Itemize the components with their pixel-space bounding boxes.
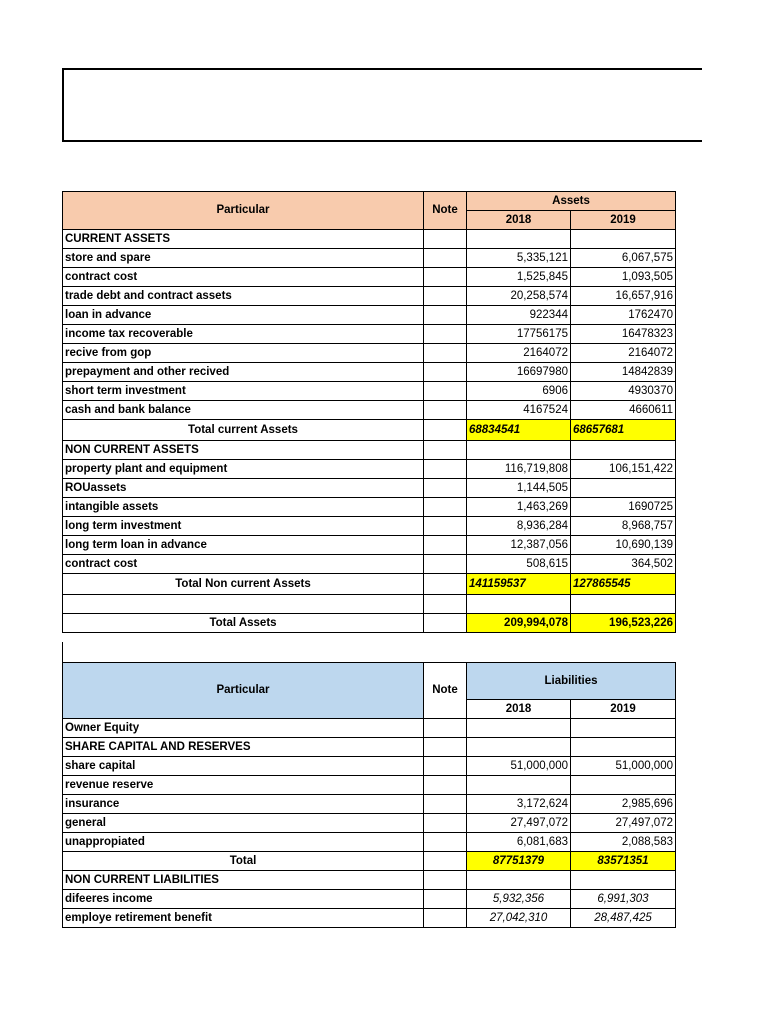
row-value-2018: 12,387,056 bbox=[467, 536, 571, 555]
total-assets-row bbox=[63, 614, 676, 633]
non-current-liabilities-title: NON CURRENT LIABILITIES bbox=[63, 871, 424, 890]
row-value-2019: 1,093,505 bbox=[571, 268, 676, 287]
total-current-assets-2018: 68834541 bbox=[467, 420, 571, 441]
row-label: contract cost bbox=[63, 268, 424, 287]
row-value-2019: 16,657,916 bbox=[571, 287, 676, 306]
row-label: long term loan in advance bbox=[63, 536, 424, 555]
total-non-current-assets-row bbox=[63, 574, 676, 595]
row-label: long term investment bbox=[63, 517, 424, 536]
total-current-assets-2019: 68657681 bbox=[571, 420, 676, 441]
row-value-2019: 4660611 bbox=[571, 401, 676, 420]
report-title-box bbox=[62, 68, 702, 142]
total-assets-2018: 209,994,078 bbox=[467, 614, 571, 633]
row-value-2018: 116,719,808 bbox=[467, 460, 571, 479]
total-non-current-assets-2018: 141159537 bbox=[467, 574, 571, 595]
row-value-2018: 1,144,505 bbox=[467, 479, 571, 498]
table-row bbox=[63, 795, 676, 814]
assets-table bbox=[62, 191, 676, 633]
row-label: prepayment and other recived bbox=[63, 363, 424, 382]
table-row bbox=[63, 757, 676, 776]
table-row bbox=[63, 498, 676, 517]
row-label: short term investment bbox=[63, 382, 424, 401]
row-label: recive from gop bbox=[63, 344, 424, 363]
row-label: revenue reserve bbox=[63, 776, 424, 795]
divider-left bbox=[62, 642, 63, 662]
row-label: intangible assets bbox=[63, 498, 424, 517]
row-value-2019: 28,487,425 bbox=[571, 909, 676, 928]
row-label: general bbox=[63, 814, 424, 833]
row-value-2019: 106,151,422 bbox=[571, 460, 676, 479]
table-row bbox=[63, 306, 676, 325]
current-assets-title: CURRENT ASSETS bbox=[63, 230, 424, 249]
row-value-2018: 17756175 bbox=[467, 325, 571, 344]
row-value-2018 bbox=[467, 776, 571, 795]
row-value-2019: 6,067,575 bbox=[571, 249, 676, 268]
row-value-2019: 10,690,139 bbox=[571, 536, 676, 555]
liabilities-year-2018-header: 2018 bbox=[467, 700, 571, 719]
assets-note-header: Note bbox=[424, 192, 467, 230]
row-value-2018: 20,258,574 bbox=[467, 287, 571, 306]
total-assets-2019: 196,523,226 bbox=[571, 614, 676, 633]
liabilities-year-2019-header: 2019 bbox=[571, 700, 676, 719]
row-label: store and spare bbox=[63, 249, 424, 268]
row-value-2018: 2164072 bbox=[467, 344, 571, 363]
liabilities-table bbox=[62, 662, 676, 928]
row-label: trade debt and contract assets bbox=[63, 287, 424, 306]
row-label: employe retirement benefit bbox=[63, 909, 424, 928]
table-row bbox=[63, 382, 676, 401]
row-value-2019: 364,502 bbox=[571, 555, 676, 574]
row-value-2019: 51,000,000 bbox=[571, 757, 676, 776]
table-row bbox=[63, 287, 676, 306]
total-current-assets-row bbox=[63, 420, 676, 441]
row-label: cash and bank balance bbox=[63, 401, 424, 420]
owner-equity-title: Owner Equity bbox=[63, 719, 424, 738]
row-label: loan in advance bbox=[63, 306, 424, 325]
row-label: ROUassets bbox=[63, 479, 424, 498]
table-row bbox=[63, 536, 676, 555]
liabilities-particular-header: Particular bbox=[63, 663, 424, 719]
row-value-2018: 51,000,000 bbox=[467, 757, 571, 776]
row-value-2019: 8,968,757 bbox=[571, 517, 676, 536]
row-label: contract cost bbox=[63, 555, 424, 574]
row-value-2019: 1690725 bbox=[571, 498, 676, 517]
row-value-2018: 16697980 bbox=[467, 363, 571, 382]
row-value-2018: 6,081,683 bbox=[467, 833, 571, 852]
row-value-2019: 2,088,583 bbox=[571, 833, 676, 852]
liabilities-note-header: Note bbox=[424, 663, 467, 719]
non-current-assets-title: NON CURRENT ASSETS bbox=[63, 441, 424, 460]
row-value-2018: 5,335,121 bbox=[467, 249, 571, 268]
assets-particular-header: Particular bbox=[63, 192, 424, 230]
table-row bbox=[63, 833, 676, 852]
table-row bbox=[63, 460, 676, 479]
row-label: share capital bbox=[63, 757, 424, 776]
total-current-assets-label: Total current Assets bbox=[63, 420, 424, 441]
equity-total-label: Total bbox=[63, 852, 424, 871]
table-row bbox=[63, 555, 676, 574]
table-row bbox=[63, 401, 676, 420]
row-value-2019 bbox=[571, 776, 676, 795]
row-value-2018: 8,936,284 bbox=[467, 517, 571, 536]
row-value-2019 bbox=[571, 479, 676, 498]
row-value-2018: 922344 bbox=[467, 306, 571, 325]
table-row bbox=[63, 325, 676, 344]
row-value-2019: 4930370 bbox=[571, 382, 676, 401]
row-label: income tax recoverable bbox=[63, 325, 424, 344]
row-value-2018: 4167524 bbox=[467, 401, 571, 420]
row-value-2018: 5,932,356 bbox=[467, 890, 571, 909]
row-label: unappropiated bbox=[63, 833, 424, 852]
table-row bbox=[63, 363, 676, 382]
row-value-2018: 27,042,310 bbox=[467, 909, 571, 928]
table-row bbox=[63, 268, 676, 287]
assets-group-header: Assets bbox=[467, 192, 676, 211]
liabilities-group-header: Liabilities bbox=[467, 663, 676, 700]
table-row bbox=[63, 814, 676, 833]
total-non-current-assets-2019: 127865545 bbox=[571, 574, 676, 595]
row-value-2018: 1,463,269 bbox=[467, 498, 571, 517]
row-value-2019: 2164072 bbox=[571, 344, 676, 363]
row-value-2019: 27,497,072 bbox=[571, 814, 676, 833]
row-value-2019: 1762470 bbox=[571, 306, 676, 325]
assets-year-2019-header: 2019 bbox=[571, 211, 676, 230]
total-non-current-assets-label: Total Non current Assets bbox=[63, 574, 424, 595]
equity-total-row bbox=[63, 852, 676, 871]
row-label: difeeres income bbox=[63, 890, 424, 909]
table-row bbox=[63, 249, 676, 268]
table-row bbox=[63, 909, 676, 928]
row-label: insurance bbox=[63, 795, 424, 814]
equity-total-2019: 83571351 bbox=[571, 852, 676, 871]
row-value-2019: 6,991,303 bbox=[571, 890, 676, 909]
assets-year-2018-header: 2018 bbox=[467, 211, 571, 230]
row-value-2018: 6906 bbox=[467, 382, 571, 401]
row-value-2018: 1,525,845 bbox=[467, 268, 571, 287]
table-row bbox=[63, 344, 676, 363]
table-row bbox=[63, 776, 676, 795]
row-value-2019: 16478323 bbox=[571, 325, 676, 344]
table-row bbox=[63, 517, 676, 536]
table-row bbox=[63, 890, 676, 909]
table-row bbox=[63, 479, 676, 498]
share-capital-title: SHARE CAPITAL AND RESERVES bbox=[63, 738, 424, 757]
row-value-2018: 3,172,624 bbox=[467, 795, 571, 814]
row-value-2019: 2,985,696 bbox=[571, 795, 676, 814]
row-value-2018: 508,615 bbox=[467, 555, 571, 574]
row-value-2018: 27,497,072 bbox=[467, 814, 571, 833]
total-assets-label: Total Assets bbox=[63, 614, 424, 633]
row-label: property plant and equipment bbox=[63, 460, 424, 479]
equity-total-2018: 87751379 bbox=[467, 852, 571, 871]
row-value-2019: 14842839 bbox=[571, 363, 676, 382]
